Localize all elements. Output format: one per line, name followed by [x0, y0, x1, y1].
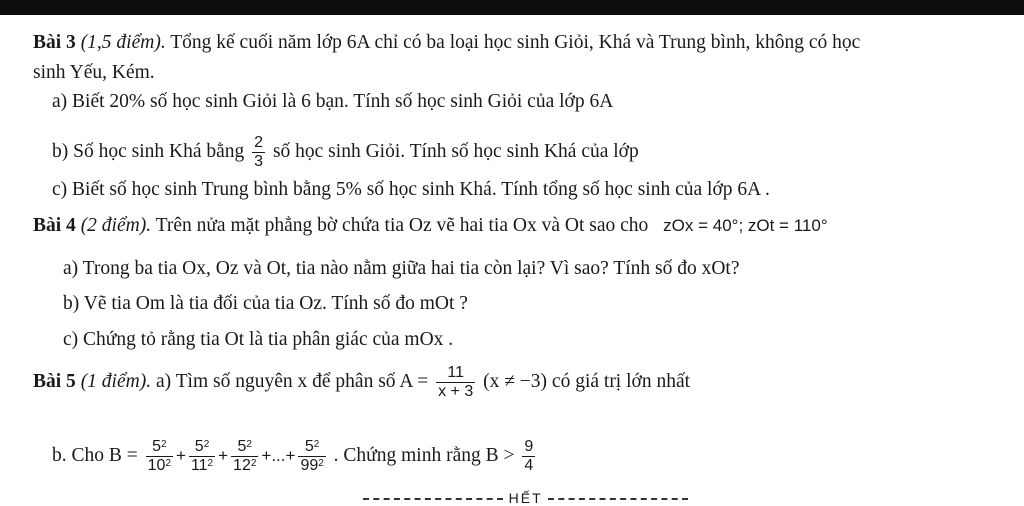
bai3-part-a: a) Biết 20% số học sinh Giỏi là 6 bạn. Tính số học sinh Giỏi của lớp 6A: [52, 91, 614, 112]
end-label: HẾT: [508, 490, 543, 506]
b-term-3: $\frac{5^2}{12^2}$: [233, 438, 257, 474]
bai3-intro1: Tổng kế cuối năm lớp 6A chỉ có ba loại học sinh Giỏi, Khá và Trung bình, không có học: [165, 32, 861, 53]
ellipsis-plus: +...+: [261, 445, 296, 465]
bai4-points: (2 điểm).: [80, 215, 152, 236]
divider-right: [548, 498, 688, 500]
bai5-points: (1 điểm).: [80, 370, 152, 392]
bai5-b-pre: b. Cho B =: [52, 444, 138, 466]
b-term-last: $\frac{5^2}{99^2}$: [300, 438, 324, 474]
bai5-line-b: [52, 438, 538, 475]
bai4-part-c: c) Chứng tỏ rằng tia Ot là tia phân giác của mOx .: [63, 329, 454, 350]
b-term-1: $\frac{5^2}{10^2}$: [147, 438, 171, 474]
fraction-nine-fourths: $\frac{9}{4}$: [524, 438, 534, 474]
bai4-intro: Trên nửa mặt phẳng bờ chứa tia Oz vẽ hai tia Ox và Ot sao cho: [151, 215, 649, 236]
bai4-angles: zOx = 40°; zOt = 110°: [663, 216, 828, 235]
fraction-num: 2: [254, 134, 264, 151]
bai5-title: Bài 5: [33, 370, 76, 392]
top-dark-bar: [0, 0, 1024, 15]
divider-left: [363, 498, 503, 500]
bai5-line-a: [33, 364, 690, 401]
bai4-line1: [33, 214, 828, 238]
fraction-two-thirds: [252, 134, 265, 171]
bai3-b-pre: b) Số học sinh Khá bằng: [52, 140, 245, 162]
bai5-a-pre: a) Tìm số nguyên x để phân số A =: [151, 370, 429, 392]
end-marker: [343, 490, 708, 506]
bai3-intro2: sinh Yếu, Kém.: [33, 62, 155, 83]
bai3-part-b: [52, 134, 639, 171]
fraction-den: 3: [254, 153, 264, 170]
fraction-a: [436, 364, 475, 401]
bai5-b-post: . Chứng minh rằng B >: [333, 444, 515, 466]
plus-sign: +: [176, 445, 186, 465]
bai3-line1: [33, 31, 860, 55]
fraction-a-den: x + 3: [438, 383, 474, 400]
bai3-part-c: c) Biết số học sinh Trung bình bằng 5% số học sinh Khá. Tính tổng số học sinh của lớp 6A .: [52, 179, 770, 200]
b-term-2: $\frac{5^2}{11^2}$: [190, 438, 214, 474]
bai5-a-post: (x ≠ −3) có giá trị lớn nhất: [483, 370, 691, 392]
bai3-b-post: số học sinh Giỏi. Tính số học sinh Khá của lớp: [272, 140, 639, 162]
bai4-part-b: b) Vẽ tia Om là tia đối của tia Oz. Tính số đo mOt ?: [63, 293, 468, 314]
bai4-part-a: a) Trong ba tia Ox, Oz và Ot, tia nào nằm giữa hai tia còn lại? Vì sao? Tính số đo xOt?: [63, 258, 740, 279]
plus-sign: +: [218, 445, 229, 465]
bai4-title: Bài 4: [33, 215, 76, 236]
bai3-points: (1,5 điểm).: [80, 32, 166, 53]
bai3-title: Bài 3: [33, 32, 76, 53]
fraction-a-num: 11: [436, 364, 475, 383]
